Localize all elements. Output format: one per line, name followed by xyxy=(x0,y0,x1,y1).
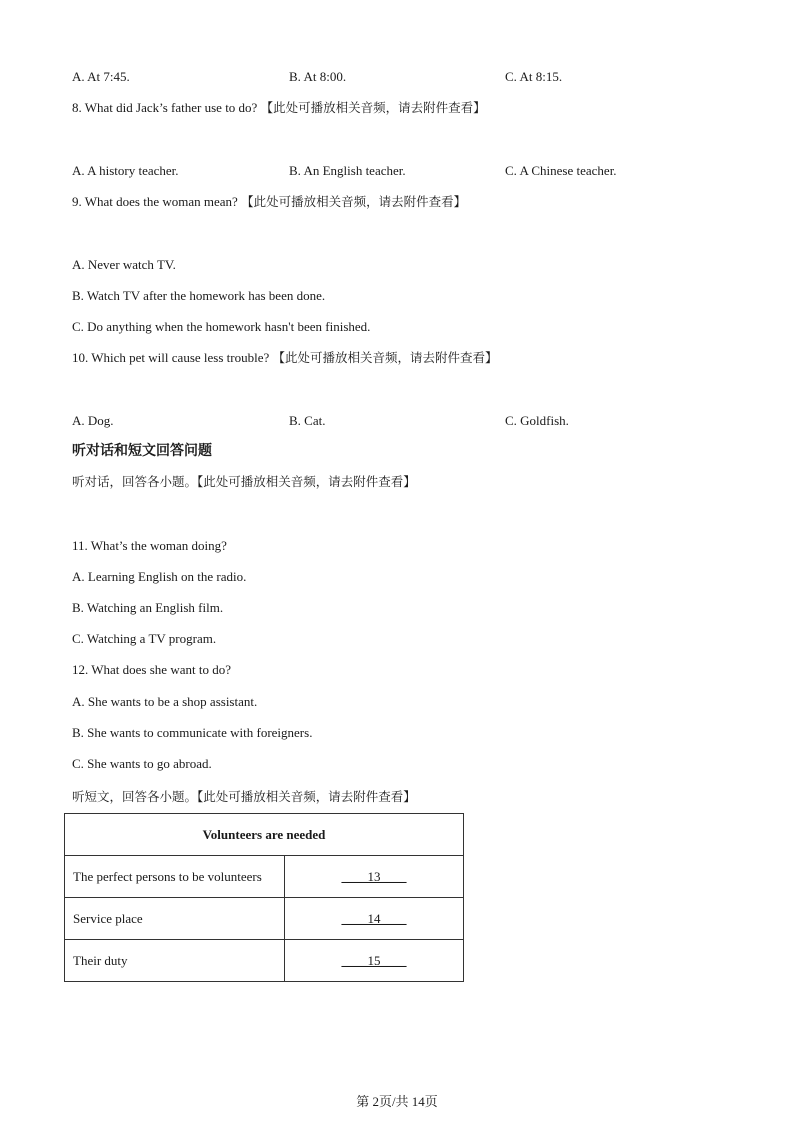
q9-question-text: 9. What does the woman mean? xyxy=(72,194,238,209)
q9-option-b: B. Watch TV after the homework has been done. xyxy=(72,288,326,303)
q11-question: 11. What’s the woman doing? xyxy=(72,538,227,553)
table-header-row xyxy=(65,814,464,856)
dialogue-intro[interactable]: 听对话，回答各小题。【此处可播放相关音频，请去附件查看】 xyxy=(72,474,416,489)
q12-question: 12. What does she want to do? xyxy=(72,662,231,677)
q8-option-c: C. A Chinese teacher. xyxy=(505,163,617,178)
q8-audio-link[interactable]: 【此处可播放相关音频，请去附件查看】 xyxy=(260,100,486,115)
q10-audio-link[interactable]: 【此处可播放相关音频，请去附件查看】 xyxy=(272,350,498,365)
row-label: Service place xyxy=(65,898,285,940)
answer-blank-13[interactable] xyxy=(285,856,464,898)
answer-blank-15[interactable] xyxy=(285,940,464,982)
q10-question-text: 10. Which pet will cause less trouble? xyxy=(72,350,270,365)
q9-audio-link[interactable]: 【此处可播放相关音频，请去附件查看】 xyxy=(241,194,467,209)
q8-question xyxy=(72,100,486,116)
answer-blank-14[interactable] xyxy=(285,898,464,940)
q9-option-c: C. Do anything when the homework hasn't been finished. xyxy=(72,319,371,334)
q8-option-b: B. An English teacher. xyxy=(289,163,406,178)
q12-option-a: A. She wants to be a shop assistant. xyxy=(72,694,258,709)
blank-text: ____14____ xyxy=(341,910,407,926)
q11-option-b: B. Watching an English film. xyxy=(72,600,224,615)
q12-option-c: C. She wants to go abroad. xyxy=(72,756,212,771)
row-label: The perfect persons to be volunteers xyxy=(65,856,285,898)
page-footer: 第 2页/共 14页 xyxy=(356,1094,438,1109)
q10-option-a: A. Dog. xyxy=(72,413,114,428)
table-row xyxy=(65,940,464,982)
row-label: Their duty xyxy=(65,940,285,982)
blank-text: ____15____ xyxy=(341,952,407,968)
q9-question xyxy=(72,194,466,210)
q7-option-b: B. At 8:00. xyxy=(289,69,347,84)
passage-intro[interactable]: 听短文，回答各小题。【此处可播放相关音频，请去附件查看】 xyxy=(72,789,416,804)
q10-option-b: B. Cat. xyxy=(289,413,326,428)
q7-option-a: A. At 7:45. xyxy=(72,69,130,84)
q8-option-a: A. A history teacher. xyxy=(72,163,179,178)
table-row xyxy=(65,856,464,898)
blank-text: ____13____ xyxy=(341,868,407,884)
q12-option-b: B. She wants to communicate with foreigners. xyxy=(72,725,313,740)
q10-question xyxy=(72,350,498,366)
section-heading: 听对话和短文回答问题 xyxy=(72,443,212,459)
q10-option-c: C. Goldfish. xyxy=(505,413,569,428)
q7-option-c: C. At 8:15. xyxy=(505,69,563,84)
q11-option-c: C. Watching a TV program. xyxy=(72,631,217,646)
volunteers-table xyxy=(64,813,464,982)
table-row xyxy=(65,898,464,940)
q9-option-a: A. Never watch TV. xyxy=(72,257,176,272)
q8-question-text: 8. What did Jack’s father use to do? xyxy=(72,100,258,115)
q11-option-a: A. Learning English on the radio. xyxy=(72,569,247,584)
table-title: Volunteers are needed xyxy=(65,814,464,856)
